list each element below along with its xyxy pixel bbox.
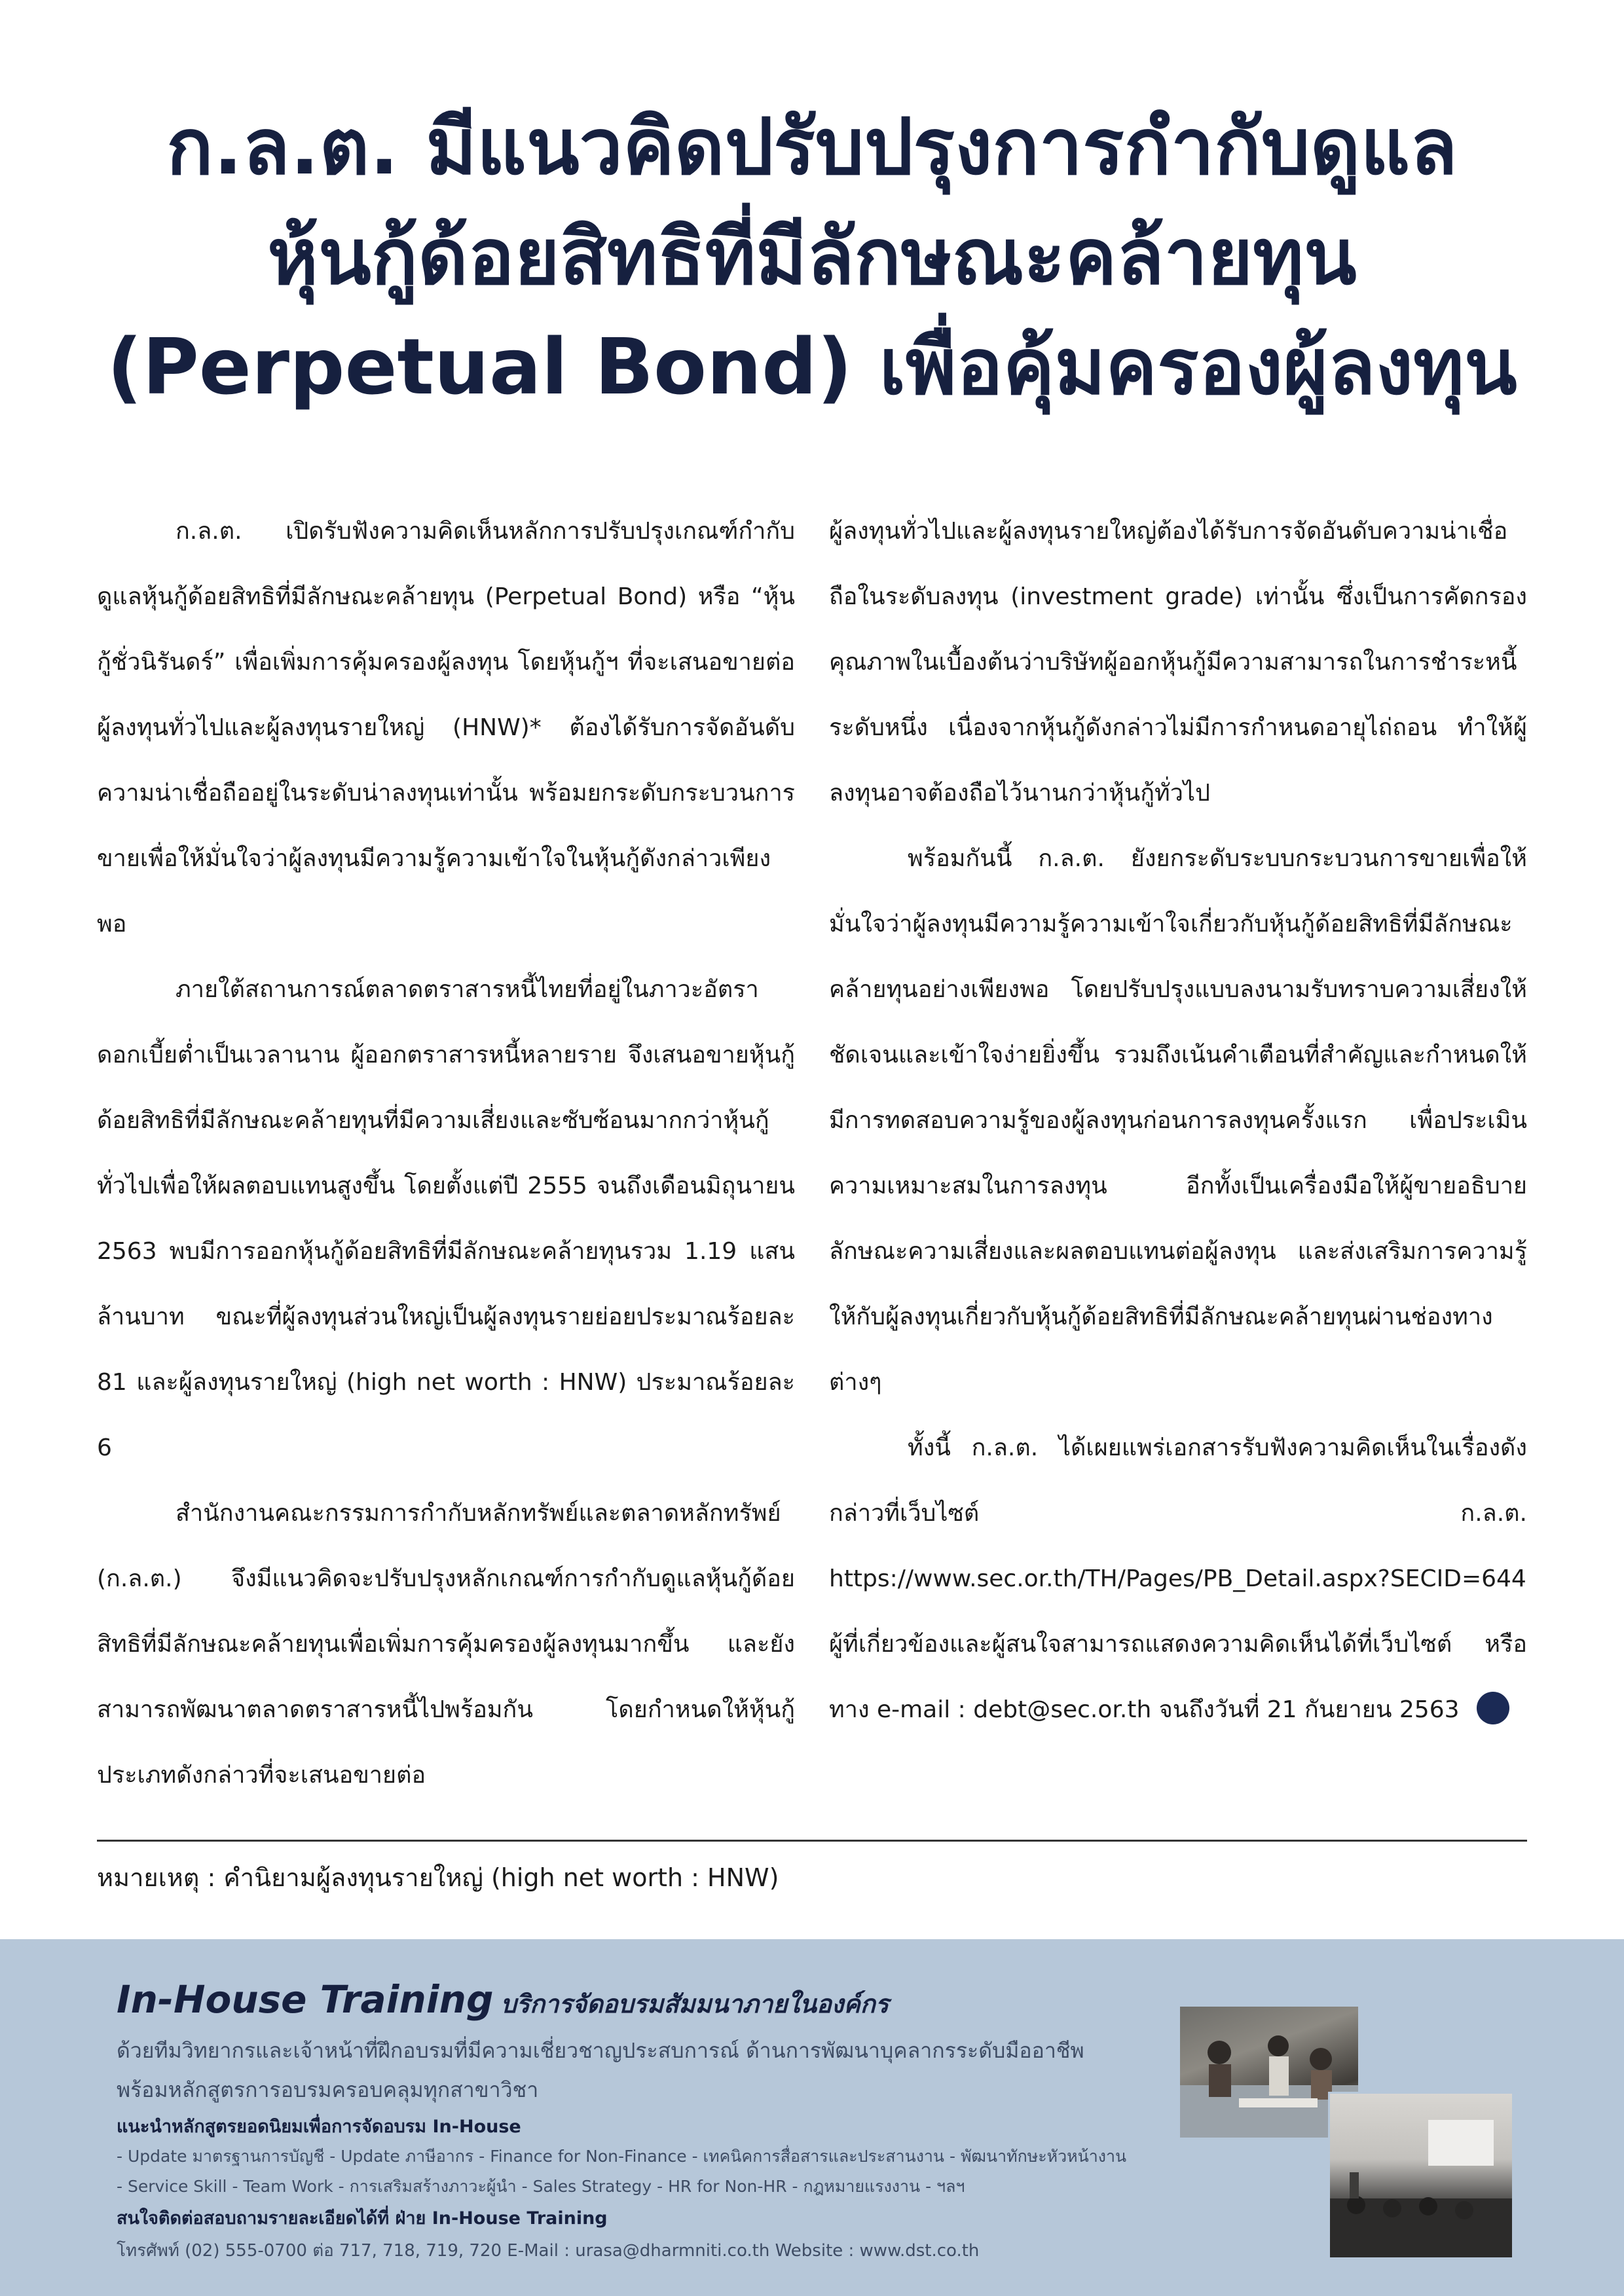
banner-description-2: พร้อมหลักสูตรการอบรมครอบคลุมทุกสาขาวิชา	[117, 2077, 539, 2102]
title-line-2: หุ้นกู้ด้อยสิทธิที่มีลักษณะคล้ายทุน	[267, 211, 1357, 302]
paragraph-2: ภายใต้สถานการณ์ตลาดตราสารหนี้ไทยที่อยู่ในภาวะอัตราดอกเบี้ยต่ำเป็นเวลานาน ผู้ออกตราสารหนี้หลายราย จึงเสนอขายหุ้นกู้ด้อยสิทธิที่มีลักษณะคล้ายทุนที่มีความเสี่ยงและซับซ้อนมากกว่าหุ้นกู้ทั่วไปเพื่อให้ผลตอบแทนสูงขึ้น โดยตั้งแต่ปี 2555 จนถึงเดือนมิถุนายน 2563 พบมีการออกหุ้นกู้ด้อยสิทธิที่มีลักษณะคล้ายทุนรวม 1.19 แสนล้านบาท ขณะที่ผู้ลงทุนส่วนใหญ่เป็นผู้ลงทุนรายย่อยประมาณร้อยละ 81 และผู้ลงทุนรายใหญ่ (high net worth : HNW) ประมาณร้อยละ 6	[97, 976, 795, 1461]
paragraph-5	[829, 1415, 1527, 1743]
paragraph-1: ก.ล.ต. เปิดรับฟังความคิดเห็นหลักการปรับปรุงเกณฑ์กำกับดูแลหุ้นกู้ด้อยสิทธิที่มีลักษณะคล้ายทุน (Perpetual Bond) หรือ “หุ้นกู้ชั่วนิรันดร์” เพื่อเพิ่มการคุ้มครองผู้ลงทุน โดยหุ้นกู้ฯ ที่จะเสนอขายต่อผู้ลงทุนทั่วไปและผู้ลงทุนรายใหญ่ (HNW)* ต้องได้รับการจัดอันดับความน่าเชื่อถืออยู่ในระดับน่าลงทุนเท่านั้น พร้อมยกระดับกระบวนการขายเพื่อให้มั่นใจว่าผู้ลงทุนมีความรู้ความเข้าใจในหุ้นกู้ดังกล่าวเพียงพอ	[97, 518, 795, 938]
banner-description-1: ด้วยทีมวิทยากรและเจ้าหน้าที่ฝึกอบรมที่มีความเชี่ยวชาญประสบการณ์ ด้านการพัฒนาบุคลากรระดับมืออาชีพ	[117, 2038, 1084, 2063]
left-column	[97, 499, 795, 1808]
courses-line-2: - Service Skill - Team Work - การเสริมสร้างภาวะผู้นำ - Sales Strategy - HR for Non-HR - กฎหมายแรงงาน - ฯลฯ	[117, 2177, 965, 2196]
banner-title-th: บริการจัดอบรมสัมมนาภายในองค์กร	[500, 1990, 889, 2018]
paragraph-4: พร้อมกันนี้ ก.ล.ต. ยังยกระดับระบบกระบวนการขายเพื่อให้มั่นใจว่าผู้ลงทุนมีความรู้ความเข้าใจเกี่ยวกับหุ้นกู้ด้อยสิทธิที่มีลักษณะคล้ายทุนอย่างเพียงพอ โดยปรับปรุงแบบลงนามรับทราบความเสี่ยงให้ชัดเจนและเข้าใจง่ายยิ่งขึ้น รวมถึงเน้นคำเตือนที่สำคัญและกำหนดให้มีการทดสอบความรู้ของผู้ลงทุนก่อนการลงทุนครั้งแรก เพื่อประเมินความเหมาะสมในการลงทุน อีกทั้งเป็นเครื่องมือให้ผู้ขายอธิบายลักษณะความเสี่ยงและผลตอบแทนต่อผู้ลงทุน และส่งเสริมการความรู้ให้กับผู้ลงทุนเกี่ยวกับหุ้นกู้ด้อยสิทธิที่มีลักษณะคล้ายทุนผ่านช่องทางต่างๆ	[829, 845, 1527, 1396]
title-line-3: (Perpetual Bond) เพื่อคุ้มครองผู้ลงทุน	[107, 321, 1517, 412]
end-mark-icon	[1477, 1692, 1509, 1724]
contact-details: โทรศัพท์ (02) 555-0700 ต่อ 717, 718, 719, 720 E-Mail : urasa@dharmniti.co.th Website : www.dst.co.th	[117, 2241, 980, 2261]
training-photo-2	[1328, 2092, 1514, 2259]
in-house-training-banner	[0, 1939, 1624, 2296]
paragraph-3-continued: ผู้ลงทุนทั่วไปและผู้ลงทุนรายใหญ่ต้องได้รับการจัดอันดับความน่าเชื่อถือในระดับลงทุน (investment grade) เท่านั้น ซึ่งเป็นการคัดกรองคุณภาพในเบื้องต้นว่าบริษัทผู้ออกหุ้นกู้มีความสามารถในการชำระหนี้ระดับหนึ่ง เนื่องจากหุ้นกู้ดังกล่าวไม่มีการกำหนดอายุไถ่ถอน ทำให้ผู้ลงทุนอาจต้องถือไว้นานกว่าหุ้นกู้ทั่วไป	[829, 518, 1527, 807]
footnote: หมายเหตุ : คำนิยามผู้ลงทุนรายใหญ่ (high net worth : HNW)	[97, 1863, 779, 1892]
contact-heading: สนใจติดต่อสอบถามรายละเอียดได้ที่ ฝ่าย In-House Training	[117, 2208, 608, 2229]
footnote-divider	[97, 1840, 1527, 1842]
title-line-1: ก.ล.ต. มีแนวคิดปรับปรุงการกำกับดูแล	[166, 101, 1458, 192]
courses-heading: แนะนำหลักสูตรยอดนิยมเพื่อการจัดอบรม In-House	[117, 2117, 521, 2137]
paragraph-5-text: ทั้งนี้ ก.ล.ต. ได้เผยแพร่เอกสารรับฟังความคิดเห็นในเรื่องดังกล่าวที่เว็บไซต์ ก.ล.ต. https://www.sec.or.th/TH/Pages/PB_Detail.aspx?SECID=644 ผู้ที่เกี่ยวข้องและผู้สนใจสามารถแสดงความคิดเห็นได้ที่เว็บไซต์ หรือทาง e-mail : debt@sec.or.th จนถึงวันที่ 21 กันยายน 2563	[829, 1434, 1527, 1723]
right-column	[829, 499, 1527, 1743]
banner-title	[117, 1977, 889, 2024]
paragraph-3: สำนักงานคณะกรรมการกำกับหลักทรัพย์และตลาดหลักทรัพย์ (ก.ล.ต.) จึงมีแนวคิดจะปรับปรุงหลักเกณฑ์การกำกับดูแลหุ้นกู้ด้อยสิทธิที่มีลักษณะคล้ายทุนเพื่อเพิ่มการคุ้มครองผู้ลงทุนมากขึ้น และยังสามารถพัฒนาตลาดตราสารหนี้ไปพร้อมกัน โดยกำหนดให้หุ้นกู้ประเภทดังกล่าวที่จะเสนอขายต่อ	[97, 1500, 795, 1789]
banner-title-en: In-House Training	[117, 1977, 494, 2022]
article-title	[65, 92, 1559, 422]
courses-line-1: - Update มาตรฐานการบัญชี - Update ภาษีอากร - Finance for Non-Finance - เทคนิคการสื่อสารและประสานงาน - พัฒนาทักษะหัวหน้างาน	[117, 2147, 1127, 2166]
